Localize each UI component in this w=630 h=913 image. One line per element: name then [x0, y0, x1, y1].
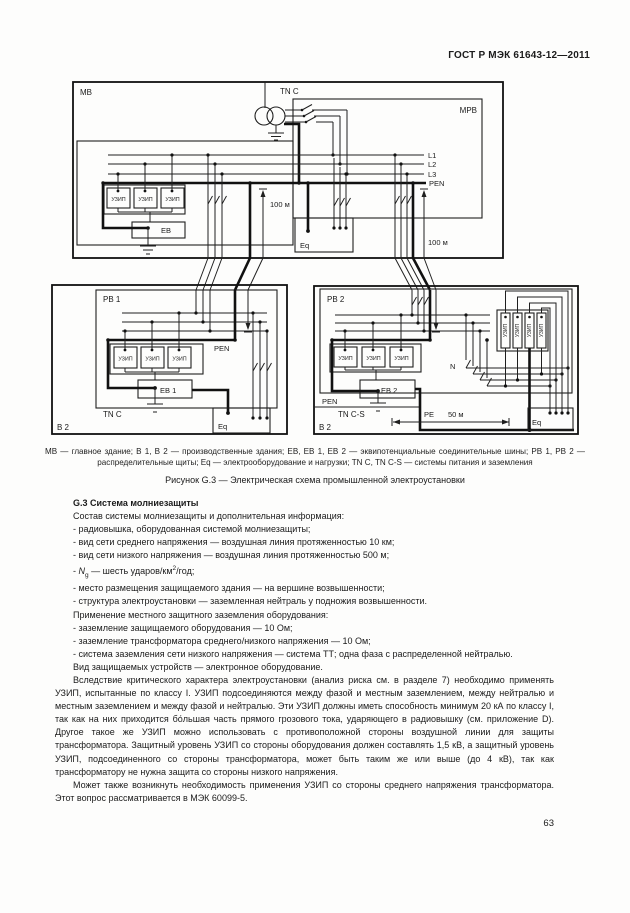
- label-tnc-rb1: TN C: [103, 410, 122, 419]
- spd-label: УЗИП: [515, 323, 521, 338]
- spd-label: УЗИП: [111, 197, 126, 203]
- spd-label: УЗИП: [165, 197, 180, 203]
- label-tnc-top: TN C: [280, 87, 299, 96]
- paragraph: Состав системы молниезащиты и дополнительная информация:: [73, 511, 345, 522]
- label-100m: 100 м: [270, 200, 290, 209]
- label-eq-rb1: Eq: [218, 422, 228, 431]
- label-l3: L3: [428, 170, 437, 179]
- spd-label: УЗИП: [145, 356, 160, 363]
- equipment-mb: [295, 158, 353, 252]
- figure-caption: Рисунок G.3 — Электрическая схема промышленной электроустановки: [165, 475, 465, 485]
- spd-label: УЗИП: [503, 323, 509, 338]
- ng-pre: -: [73, 566, 79, 577]
- label-pe: PE: [424, 410, 435, 419]
- busbars-mb: [103, 151, 444, 188]
- transformer-pen-feed: [284, 124, 301, 185]
- paragraph: Может также возникнуть необходимость применения УЗИП со стороны среднего напряжения трансформатора. Этот вопрос рассматривается в МЭК 60099-5.: [55, 779, 554, 803]
- ground-icon: [268, 125, 284, 140]
- paragraph: Применение местного защитного заземления оборудования:: [73, 609, 329, 620]
- spd-bank-vertical: [497, 291, 570, 432]
- spd-label: УЗИП: [394, 356, 409, 362]
- ng-subscript: g: [85, 572, 89, 580]
- list-item-ng: [55, 562, 554, 582]
- spd-label: УЗИП: [118, 356, 133, 363]
- building-b2-right: [314, 286, 578, 434]
- label-b2-left: В 2: [57, 423, 70, 432]
- label-eb2: ЕВ 2: [381, 386, 398, 395]
- ground-icon: [140, 246, 156, 254]
- label-l1: L1: [428, 151, 437, 160]
- ng-post: /год;: [176, 566, 195, 577]
- list-item: - место размещения защищаемого здания — на вершине возвышенности;: [73, 583, 385, 594]
- label-eq-mb: Eq: [300, 241, 310, 250]
- label-mb: МВ: [80, 88, 92, 97]
- figure-g3-diagram: [0, 0, 630, 445]
- label-b2-right: В 2: [319, 423, 332, 432]
- list-item: - радиовышка, оборудованная системой молниезащиты;: [73, 524, 311, 535]
- section-g3: [55, 497, 554, 805]
- label-l2: L2: [428, 160, 437, 169]
- dimension-50m: [392, 410, 509, 426]
- spd-label: УЗИП: [338, 356, 353, 362]
- page-number: 63: [543, 818, 554, 829]
- building-b2-left: [52, 285, 287, 434]
- rb1-box: [96, 290, 277, 408]
- label-eb1: ЕВ 1: [160, 386, 177, 395]
- figure-legend: МВ — главное здание; В 1, В 2 — производственные здания; ЕВ, ЕВ 1, ЕВ 2 — эквипотенциальные соединительные шины; РВ 1, РВ 2 — распределительные щиты; Eq — электрооборудование и нагрузки; TN C, TN C-S — системы питания и заземления: [45, 447, 585, 467]
- page-header: ГОСТ Р МЭК 61643-12—2011: [448, 50, 590, 61]
- label-50m: 50 м: [448, 410, 464, 419]
- building-mb: [73, 82, 503, 258]
- ng-mid: — шесть ударов/км: [88, 566, 173, 577]
- label-pen-top: PEN: [429, 179, 445, 188]
- list-item: - заземление защищаемого оборудования — 10 Ом;: [73, 622, 293, 633]
- spd-label: УЗИП: [138, 197, 153, 203]
- label-rb2: РВ 2: [327, 295, 345, 304]
- label-rb1: РВ 1: [103, 295, 121, 304]
- spd-label: УЗИП: [539, 323, 545, 338]
- mrb-box: [293, 99, 482, 218]
- switch-icon: [285, 105, 349, 176]
- caption-block: [45, 447, 585, 805]
- label-pen-rb1: PEN: [214, 344, 230, 353]
- list-item: - вид сети низкого напряжения — воздушная линия протяженностью 500 м;: [73, 550, 390, 561]
- list-item: - заземление трансформатора среднего/низкого напряжения — 10 Ом;: [73, 635, 371, 646]
- section-heading: G.3 Система молниезащиты: [73, 498, 199, 508]
- label-tncs: TN C-S: [338, 410, 365, 419]
- spd-label: УЗИП: [366, 356, 381, 362]
- label-pen-rb2: PEN: [322, 397, 338, 406]
- paragraph: Вид защищаемых устройств — электронное оборудование.: [73, 661, 323, 672]
- spd-label: УЗИП: [172, 356, 187, 363]
- label-100m: 100 м: [428, 238, 448, 247]
- label-mrb: МРВ: [459, 106, 477, 115]
- ng-superscript: 2: [172, 565, 177, 573]
- paragraph: Вследствие критического характера электроустановки (анализ риска см. в разделе 7) необходимо применять УЗИП, испытанные по классу I. УЗИП подсоединяются между фазой и местным заземлением, между нейтралью и местным заземлением и между фазой и нейтралью. Эти УЗИП должны иметь способность минимум 20 кА по классу I, так как на них приходится бо́льшая часть прямого грозового тока, ударяющего в радиовышку (см. приложение D). Другое такое же УЗИП можно использовать с противоположной стороны воздушной линии для защиты трансформатора. Защитный уровень УЗИП со стороны оборудования должен составлять 1,5 кВ, а защитный уровень УЗИП, подсоединенного со стороны трансформатора, может быть таким же или выше (до 4 кВ), так как трансформатору не нужна защита со стороны низкого напряжения.: [55, 675, 554, 777]
- label-n: N: [450, 362, 456, 371]
- list-item: - система заземления сети низкого напряжения — система ТТ; одна фаза с распределенной нейтралью.: [73, 648, 513, 659]
- spd-label: УЗИП: [527, 323, 533, 338]
- ng-symbol: N: [78, 566, 85, 577]
- equipment-rb1: [213, 311, 272, 433]
- list-item: - структура электроустановки — заземленная нейтраль у подножия возвышенности.: [73, 596, 427, 607]
- list-item: - вид сети среднего напряжения — воздушная линия протяженностью 10 км;: [73, 537, 395, 548]
- label-eb: ЕВ: [161, 226, 172, 235]
- label-eq-rb2: Eq: [532, 418, 542, 427]
